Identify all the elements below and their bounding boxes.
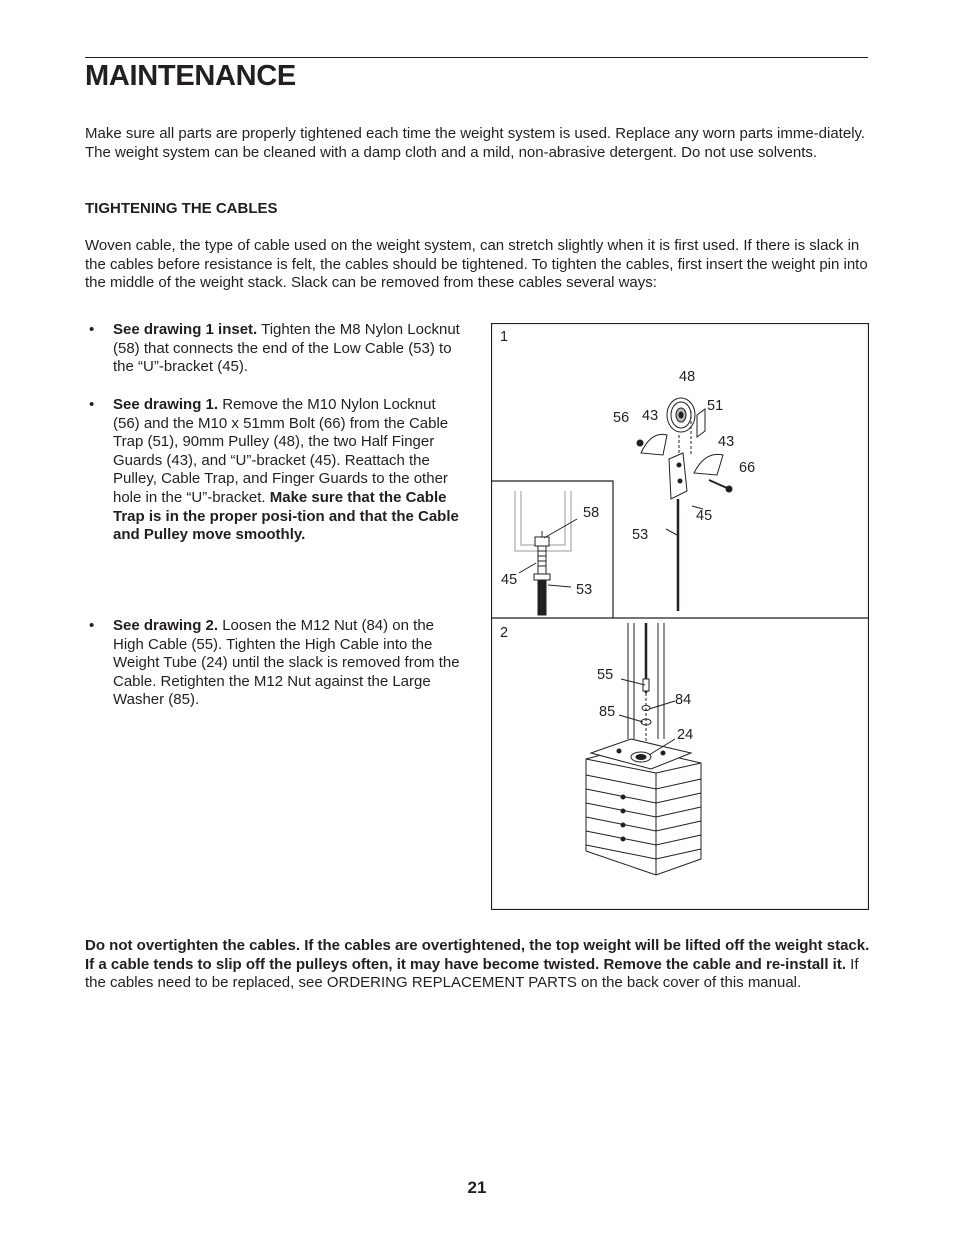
page-title: MAINTENANCE [85,60,296,92]
drawing-1-label-43-left: 43 [642,408,659,424]
bullet-marker: • [89,396,95,413]
section-heading: TIGHTENING THE CABLES [85,200,278,217]
bullet-marker: • [89,617,95,634]
drawing-2-label-85: 85 [599,704,616,720]
section-intro-paragraph: Woven cable, the type of cable used on the weight system, can stretch slightly when it is first used. If there is slack in the cables before resistance is felt, the cables should be tightened. To tighten the cables, first insert the weight pin into the middle of the weight stack. Slack can be removed from these cables several ways: [85,237,868,292]
bullet-drawing-2 [89,617,461,710]
drawing-1-label-66: 66 [739,460,756,476]
warning-bold: Do not overtighten the cables. If the cables are overtightened, the top weight will be lifted off the weight stack. If a cable tends to slip off the pulleys often, it may have become twisted. Remove the cable and re-install it. [85,937,870,973]
weight-stack-illustration [586,623,701,875]
pulley-assembly-illustration [637,398,735,611]
inset-illustration [515,491,577,615]
intro-paragraph: Make sure all parts are properly tightened each time the weight system is used. Replace any worn parts imme-diately. The weight system can be cleaned with a damp cloth and a mild, non-abrasive detergent. Do not use solvents. [85,125,866,161]
drawing-1-number: 1 [500,329,509,345]
bullet-body: Loosen the M12 Nut (84) on the High Cable (55). Tighten the High Cable into the Weight Tube (24) until the slack is removed from the Cable. Retighten the M12 Nut against the Large Washer (85). [113,617,460,709]
warning-paragraph [85,937,875,993]
bullet-text [113,617,461,710]
bullet-text [113,396,461,545]
bullet-body: Remove the M10 Nylon Locknut (56) and the M10 x 51mm Bolt (66) from the Cable Trap (51), 90mm Pulley (48), the two Half Finger Guards (43), and “U”-bracket (45). Reattach the Pulley, Cable Trap, and Finger Guards to the other hole in the “U”-bracket. [113,396,449,506]
drawing-1-label-53: 53 [632,527,649,543]
drawing-2-label-55: 55 [597,667,614,683]
bullet-lead: See drawing 1. [113,396,219,413]
bullet-drawing-1-inset [89,321,461,377]
bullet-emphasis: Make sure that the Cable Trap is in the proper posi-tion and that the Cable and Pulley move smoothly. [113,488,459,544]
warning-normal: If the cables need to be replaced, see ORDERING REPLACEMENT PARTS on the back cover of this manual. [85,955,859,992]
drawing-1-label-51: 51 [707,398,724,414]
drawing-1-label-45: 45 [696,508,713,524]
assembly-figure [491,323,869,910]
inset-label-58: 58 [583,505,600,521]
drawing-2-label-84: 84 [675,692,692,708]
figure-drawing [491,323,869,910]
bullet-text [113,321,461,377]
drawing-2-number: 2 [500,625,509,641]
bullet-body: Tighten the M8 Nylon Locknut (58) that connects the end of the Low Cable (53) to the “U”-bracket (45). [113,321,460,376]
drawing-1-label-48: 48 [679,369,696,385]
inset-frame [491,481,613,618]
page-number: 21 [467,1178,487,1197]
bullet-drawing-1 [89,396,461,545]
drawing-2-label-24: 24 [677,727,694,743]
bullet-lead: See drawing 1 inset. [113,321,258,338]
inset-label-45: 45 [501,572,518,588]
drawing-1-label-56: 56 [613,410,630,426]
drawing-1-label-43-right: 43 [718,434,735,450]
inset-label-53: 53 [576,582,593,598]
bullet-lead: See drawing 2. [113,617,219,634]
bullet-marker: • [89,321,95,338]
